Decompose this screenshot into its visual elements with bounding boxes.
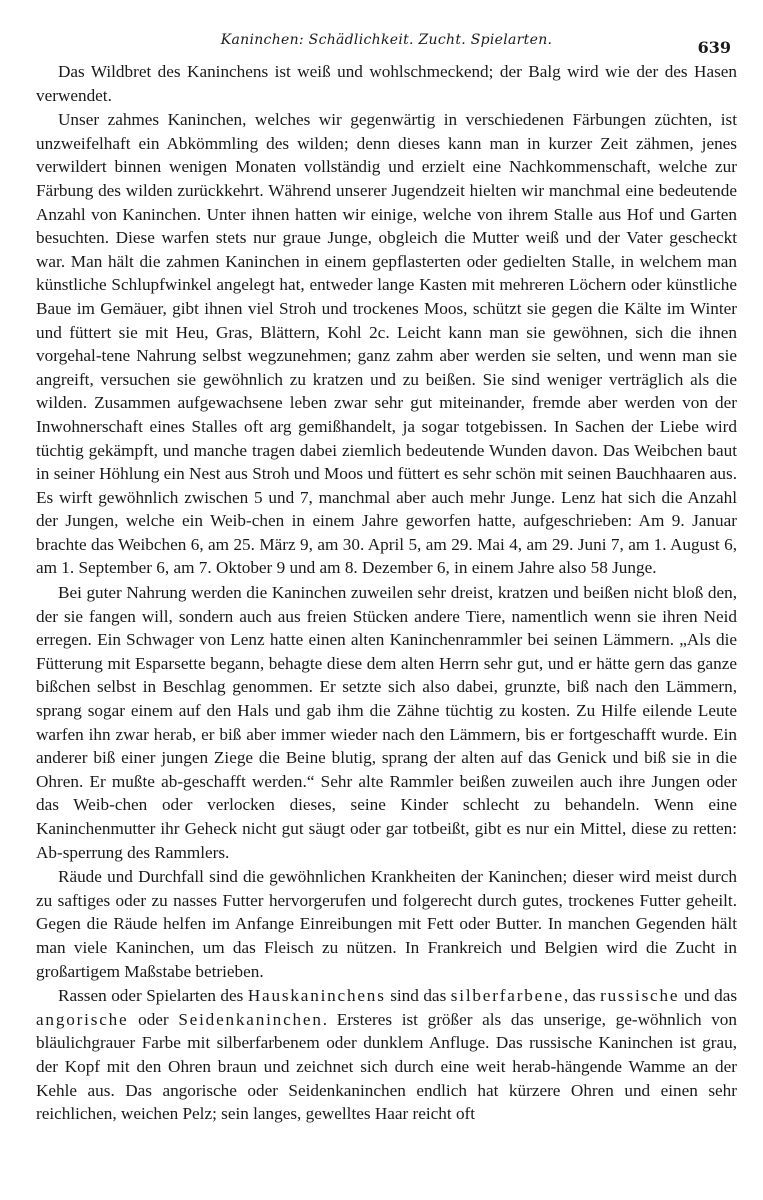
rassen-text-5: oder [128, 1009, 179, 1029]
term-angorische: angorische [36, 1009, 129, 1029]
running-title: Kaninchen: Schädlichkeit. Zucht. Spielarten. [220, 32, 553, 48]
rassen-text-4: und das [679, 986, 738, 1006]
paragraph-zahmes-kaninchen: Unser zahmes Kaninchen, welches wir gegenwärtig in verschiedenen Färbungen züchten, ist unzweifelhaft ein Abkömmling des wilden; denn dieses kann man in kurzer Zeit zähmen, jenes verwildert binnen wenigen Monaten vollständig und erzielt eine Nachkommenschaft, welche zur Färbung des wilden zurückkehrt. Während unserer Jugendzeit hielten wir manchmal eine bedeutende Anzahl von Kaninchen. Unter ihnen hatten wir einige, welche von ihrem Stalle aus Hof und Garten besuchten. Diese warfen stets nur graue Junge, obgleich die Mutter weiß und der Vater gescheckt war. Man hält die zahmen Kaninchen in einem gepflasterten oder gedielten Stalle, in welchem man künstliche Schlupfwinkel angelegt hat, entweder lange Kasten mit mehreren Löchern oder künstliche Baue im Gemäuer, gibt ihnen viel Stroh und trockenes Moos, schützt sie gegen die Kälte im Winter und füttert sie mit Heu, Gras, Blättern, Kohl 2c. Leicht kann man sie gewöhnen, sich die ihnen vorgehal-tene Nahrung selbst wegzunehmen; ganz zahm aber werden sie selten, und wenn man sie angreift, versuchen sie gewöhnlich zu kratzen und zu beißen. Sie sind weniger verträglich als die wilden. Zusammen aufgewachsene leben zwar sehr gut miteinander, fremde aber werden von der Inwohnerschaft eines Stalles oft arg gemißhandelt, ja sogar totgebissen. In Sachen der Liebe wird tüchtig gekämpft, und manche tragen dabei ziemlich bedeutende Wunden davon. Das Weibchen baut in seiner Höhlung ein Nest aus Stroh und Moos und füttert es sehr schön mit seinen Bauchhaaren aus. Es wirft gewöhnlich zwischen 5 und 7, manchmal aber auch mehr Junge. Lenz hat sich die Anzahl der Jungen, welche ein Weib-chen in einem Jahre geworfen hatte, aufgeschrieben: Am 9. Januar brachte das Weibchen 6, am 25. März 9, am 30. April 5, am 29. Mai 4, am 29. Juni 7, am 1. August 6, am 1. September 6, am 7. Oktober 9 und am 8. Dezember 6, in einem Jahre also 58 Junge. [36, 110, 737, 578]
paragraph-gute-nahrung: Bei guter Nahrung werden die Kaninchen zuweilen sehr dreist, kratzen und beißen nicht bloß den, der sie fangen will, sondern auch aus freien Stücken andere Tiere, namentlich wenn sie ihren Neid erregen. Ein Schwager von Lenz hatte einen alten Kaninchenrammler bei seinen Lämmern. „Als die Fütterung mit Esparsette begann, behagte diese dem alten Herrn sehr gut, und er hätte gern das ganze bißchen selbst in Beschlag genommen. Er setzte sich also dabei, grunzte, biß nach den Lämmern, sprang sogar einem auf den Hals und gab ihm die Zähne tüchtig zu kosten. Zu Hilfe eilende Leute warfen ihn zwar herab, er biß aber immer wieder nach den Lämmern, bis er fortgeschafft wurde. Ein anderer biß einer jungen Ziege die Beine blutig, sprang der alten auf das Genick und biß sie in die Ohren. Er mußte ab-geschafft werden.“ Sehr alte Rammler beißen zuweilen auch ihre Jungen oder das Weib-chen oder verlocken dieses, seine Kinder schlecht zu behandeln. Wenn eine Kaninchenmutter ihr Geheck nicht gut säugt oder gar totbeißt, gibt es nur ein Mittel, diese zu retten: Ab-sperrung des Rammlers. [36, 583, 737, 862]
term-seidenkaninchen: Seidenkaninchen [178, 1009, 323, 1029]
paragraph-rassen [36, 984, 737, 1126]
running-header [36, 26, 737, 60]
paragraph-krankheiten: Räude und Durchfall sind die gewöhnlichen Krankheiten der Kaninchen; dieser wird meist durch zu saftiges oder zu nasses Futter hervorgerufen und folgerecht durch gutes, trockenes Futter geheilt. Gegen die Räude helfen im Anfange Einreibungen mit Fett oder Butter. In manchen Gegenden hält man viele Kaninchen, um das Fleisch zu nützen. In Frankreich und Belgien wird die Zucht in großartigem Maßstabe betrieben. [36, 867, 737, 981]
rassen-text-3: , das [563, 986, 601, 1006]
rassen-text-6: . Ersteres ist größer als das unserige, ge-wöhnlich von bläulichgrauer Farbe mit silberfarbenem oder dunklem Anfluge. Das russische Kaninchen ist grau, der Kopf mit den Ohren braun und zeichnet sich durch eine weit herab-hängende Wamme an der Kehle aus. Das angorische oder Seidenkaninchen endlich hat kürzere Ohren und einen sehr reichlichen, weichen Pelz; sein langes, gewelltes Haar reicht oft [36, 1009, 737, 1124]
term-hauskaninchen: Hauskaninchens [247, 986, 386, 1006]
page-number: 639 [697, 38, 731, 57]
rassen-text-2: sind das [385, 986, 451, 1006]
term-russische: russische [600, 986, 680, 1006]
rassen-text-1: Rassen oder Spielarten des [58, 986, 248, 1006]
body-text [36, 60, 737, 1126]
paragraph-wildbret: Das Wildbret des Kaninchens ist weiß und wohlschmeckend; der Balg wird wie der des Hasen verwendet. [36, 62, 737, 105]
term-silberfarbene: silberfarbene [450, 986, 564, 1006]
